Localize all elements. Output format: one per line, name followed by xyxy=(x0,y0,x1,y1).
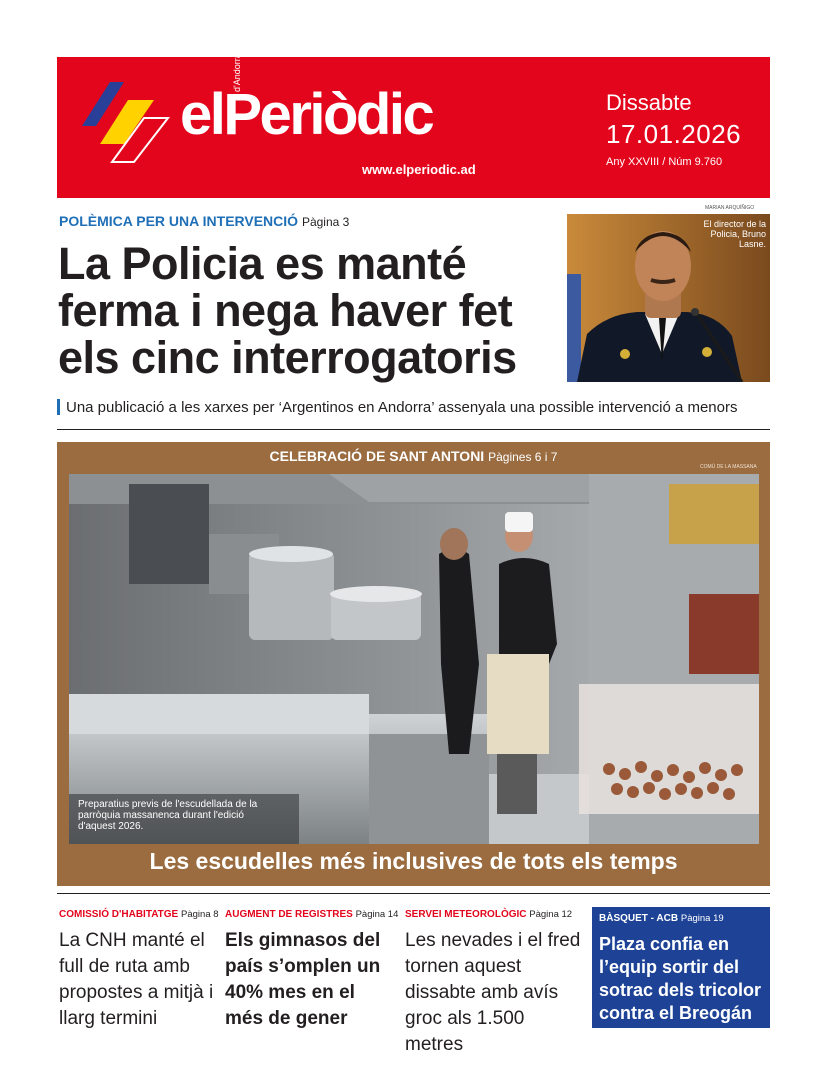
feature-kicker xyxy=(57,448,770,464)
brief-kicker-label: COMISSIÓ D'HABITATGE xyxy=(59,909,179,920)
lead-standfirst: Una publicació a les xarxes per ‘Argentinos en Andorra’ assenyala una possible intervenció a menors xyxy=(66,399,738,416)
standfirst-accent-bar xyxy=(57,399,60,415)
feature-photo xyxy=(69,474,759,844)
brief-kicker-label: SERVEI METEOROLÒGIC xyxy=(405,909,527,920)
brief-kicker xyxy=(59,909,219,920)
feature-kicker-label: CELEBRACIÓ DE SANT ANTONI xyxy=(269,448,485,464)
andorra-flag-logo-icon xyxy=(82,82,172,168)
brief-headline[interactable]: Les nevades i el fred tornen aquest dissabte amb avís groc als 1.500 metres xyxy=(405,930,581,1055)
feature-photo-credit: COMÚ DE LA MASSANA xyxy=(700,464,757,470)
lead-headline[interactable]: La Policia es manté ferma i nega haver fet els cinc interrogatoris xyxy=(58,238,517,383)
feature-photo-caption: Preparatius previs de l'escudellada de la parròquia massanenca durant l'edició d'aquest 2026. xyxy=(78,799,258,832)
lead-kicker xyxy=(59,213,349,229)
section-divider xyxy=(57,429,770,430)
sport-headline[interactable]: Plaza confia en l’equip sortir del sotrac dels tricolor contra el Breogán xyxy=(599,934,762,1023)
sport-kicker-label: BÀSQUET - ACB xyxy=(599,913,679,924)
brief-kicker-page: Pàgina 8 xyxy=(181,909,219,920)
lead-photo-credit: MARIAN ARQUÍÑIGO xyxy=(705,205,755,211)
site-url[interactable]: www.elperiodic.ad xyxy=(362,162,476,177)
edition-day: Dissabte xyxy=(606,90,692,115)
brief-headline[interactable]: Els gimnasos del país s’omplen un 40% mes en el més de gener xyxy=(225,930,381,1029)
brief-headline[interactable]: La CNH manté el full de ruta amb propostes a mitjà i llarg termini xyxy=(59,930,214,1029)
edition-date: 17.01.2026 xyxy=(606,119,742,149)
brief-kicker-page: Pàgina 12 xyxy=(529,909,573,920)
logo-andorra-label: d'Andorra xyxy=(232,53,242,92)
logo-wordmark: elPeriòdic xyxy=(180,82,433,147)
brief-kicker xyxy=(405,909,572,920)
brief-kicker xyxy=(225,909,398,920)
kitchen-cooks-photo-icon xyxy=(69,474,759,844)
lead-kicker-page: Pàgina 3 xyxy=(301,215,350,229)
section-divider xyxy=(57,893,770,894)
brief-kicker-label: AUGMENT DE REGISTRES xyxy=(225,909,353,920)
sport-kicker xyxy=(599,913,724,924)
lead-kicker-label: POLÈMICA PER UNA INTERVENCIÓ xyxy=(59,213,299,229)
edition-issue: Any XXVIII / Núm 9.760 xyxy=(606,156,723,168)
feature-headline[interactable]: Les escudelles més inclusives de tots els temps xyxy=(149,848,678,874)
sport-kicker-page: Pàgina 19 xyxy=(680,913,724,924)
brief-kicker-page: Pàgina 14 xyxy=(355,909,399,920)
lead-photo-caption: El director de la Policia, Bruno Lasne. xyxy=(703,219,766,249)
feature-kicker-page: Pàgines 6 i 7 xyxy=(488,450,558,464)
